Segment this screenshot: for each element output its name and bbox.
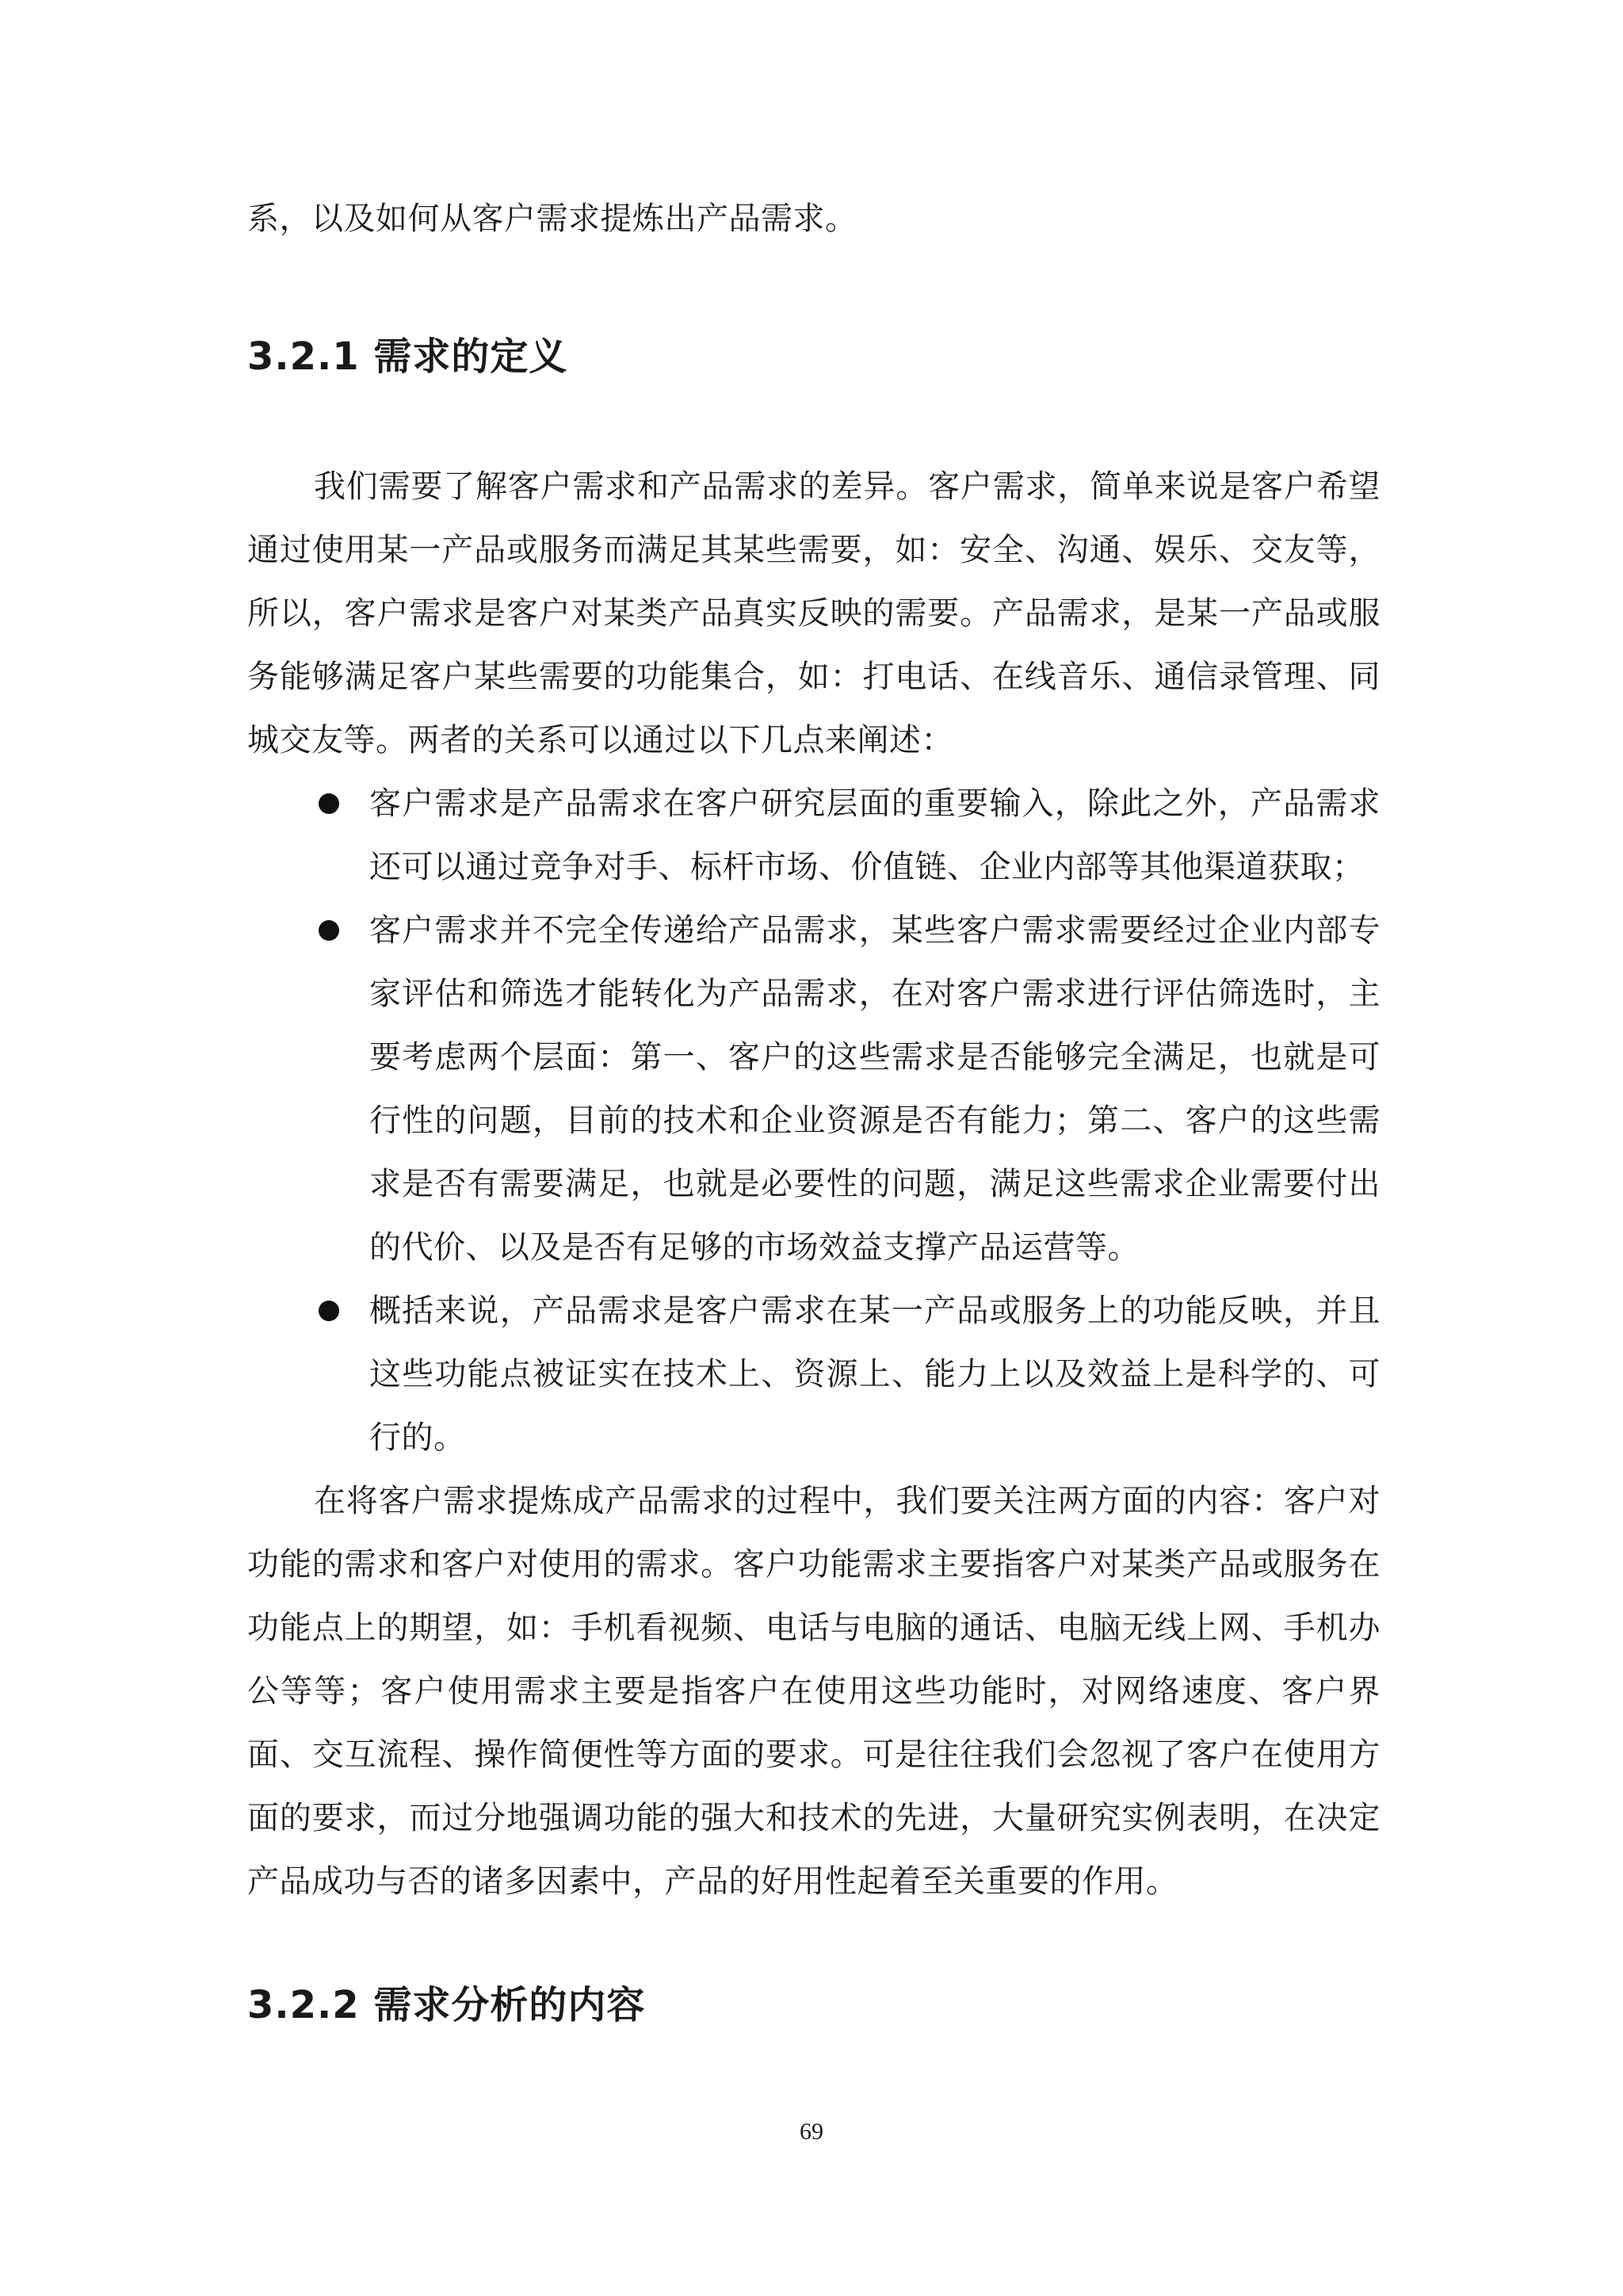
definition-paragraph: 我们需要了解客户需求和产品需求的差异。客户需求，简单来说是客户希望通过使用某一产品或服务而满足其某些需要，如：安全、沟通、娱乐、交友等，所以，客户需求是客户对某类产品真实反映的需要。产品需求，是某一产品或服务能够满足客户某些需要的功能集合，如：打电话、在线音乐、通信录管理、同城交友等。两者的关系可以通过以下几点来阐述：	[247, 468, 1381, 758]
bullet-dot-icon	[319, 920, 339, 941]
bullet-item	[247, 899, 1381, 1279]
page-content	[247, 187, 1381, 2029]
page-number: 69	[800, 2118, 823, 2145]
section-heading-3-2-1: 3.2.1 需求的定义	[247, 334, 568, 379]
relationship-bullet-list	[247, 772, 1381, 1469]
bullet-text: 客户需求是产品需求在客户研究层面的重要输入，除此之外，产品需求还可以通过竞争对手、标杆市场、价值链、企业内部等其他渠道获取；	[369, 785, 1381, 885]
section-heading-3-2-2: 3.2.2 需求分析的内容	[247, 1983, 646, 2027]
refinement-paragraph: 在将客户需求提炼成产品需求的过程中，我们要关注两方面的内容：客户对功能的需求和客户对使用的需求。客户功能需求主要指客户对某类产品或服务在功能点上的期望，如：手机看视频、电话与电脑的通话、电脑无线上网、手机办公等等；客户使用需求主要是指客户在使用这些功能时，对网络速度、客户界面、交互流程、操作简便性等方面的要求。可是往往我们会忽视了客户在使用方面的要求，而过分地强调功能的强大和技术的先进，大量研究实例表明，在决定产品成功与否的诸多因素中，产品的好用性起着至关重要的作用。	[247, 1483, 1381, 1900]
bullet-text: 概括来说，产品需求是客户需求在某一产品或服务上的功能反映，并且这些功能点被证实在技术上、资源上、能力上以及效益上是科学的、可行的。	[369, 1293, 1381, 1456]
bullet-dot-icon	[319, 793, 339, 814]
bullet-text: 客户需求并不完全传递给产品需求，某些客户需求需要经过企业内部专家评估和筛选才能转化为产品需求，在对客户需求进行评估筛选时，主要考虑两个层面：第一、客户的这些需求是否能够完全满足，也就是可行性的问题，目前的技术和企业资源是否有能力；第二、客户的这些需求是否有需要满足，也就是必要性的问题，满足这些需求企业需要付出的代价、以及是否有足够的市场效益支撑产品运营等。	[369, 912, 1381, 1266]
bullet-item	[247, 772, 1381, 899]
bullet-item	[247, 1279, 1381, 1469]
bullet-dot-icon	[319, 1301, 339, 1321]
intro-paragraph: 系，以及如何从客户需求提炼出产品需求。	[247, 201, 857, 237]
